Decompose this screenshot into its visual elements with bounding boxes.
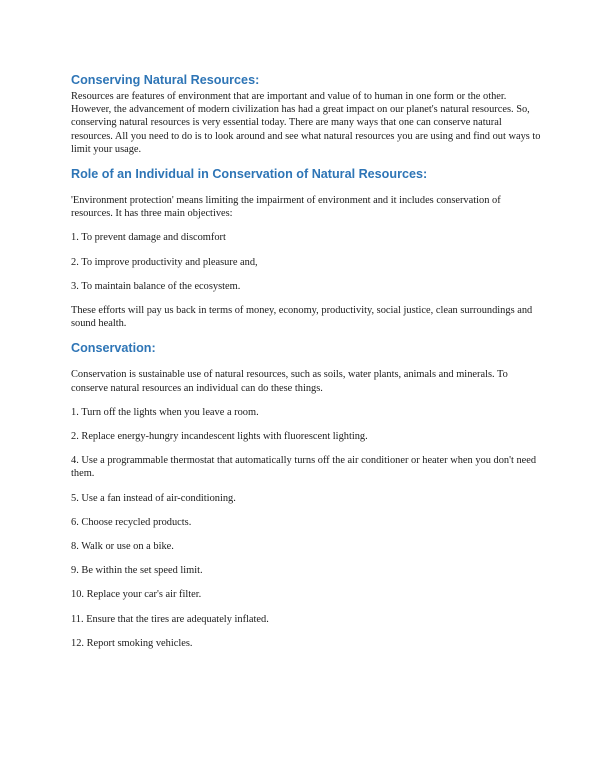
tip-item: 9. Be within the set speed limit. — [71, 565, 203, 577]
tip-item: 8. Walk or use on a bike. — [71, 541, 174, 553]
section-heading-conserving-natural-resources: Conserving Natural Resources: — [71, 73, 260, 87]
environment-protection-paragraph: 'Environment protection' means limiting the impairment of environment and it includes conservation of resources. It has three main objectives: — [71, 195, 501, 220]
tip-item: 1. Turn off the lights when you leave a room. — [71, 406, 259, 418]
tip-item: 2. Replace energy-hungry incandescent lights with fluorescent lighting. — [71, 431, 368, 443]
objective-item: 2. To improve productivity and pleasure and, — [71, 256, 258, 268]
tip-item: 11. Ensure that the tires are adequately inflated. — [71, 613, 269, 625]
tip-item: 4. Use a programmable thermostat that automatically turns off the air conditioner or heater when you don't need them. — [71, 455, 537, 480]
objective-item: 1. To prevent damage and discomfort — [71, 232, 226, 244]
tip-item: 10. Replace your car's air filter. — [71, 589, 202, 601]
benefits-paragraph: These efforts will pay us back in terms of money, economy, productivity, social justice, clean surroundings and sound health. — [71, 305, 533, 330]
document-body — [71, 72, 541, 650]
section-heading-conservation: Conservation: — [71, 341, 156, 356]
tip-item: 5. Use a fan instead of air-conditioning. — [71, 492, 236, 504]
section-heading-role-of-individual: Role of an Individual in Conservation of Natural Resources: — [71, 167, 428, 182]
intro-paragraph: Resources are features of environment that are important and value of to human in one form or the other. However, the advancement of modern civilization has had a great impact on our planet's natural resources. So, conserving natural resources is very essential today. There are many ways that one can conserve natural resources. All you need to do is to look around and see what natural resources you are using and find out ways to limit your usage. — [71, 91, 541, 155]
objective-item: 3. To maintain balance of the ecosystem. — [71, 280, 241, 292]
conservation-paragraph: Conservation is sustainable use of natural resources, such as soils, water plants, animals and minerals. To conserve natural resources an individual can do these things. — [71, 369, 508, 394]
tip-item: 12. Report smoking vehicles. — [71, 637, 193, 649]
tip-item: 6. Choose recycled products. — [71, 516, 192, 528]
